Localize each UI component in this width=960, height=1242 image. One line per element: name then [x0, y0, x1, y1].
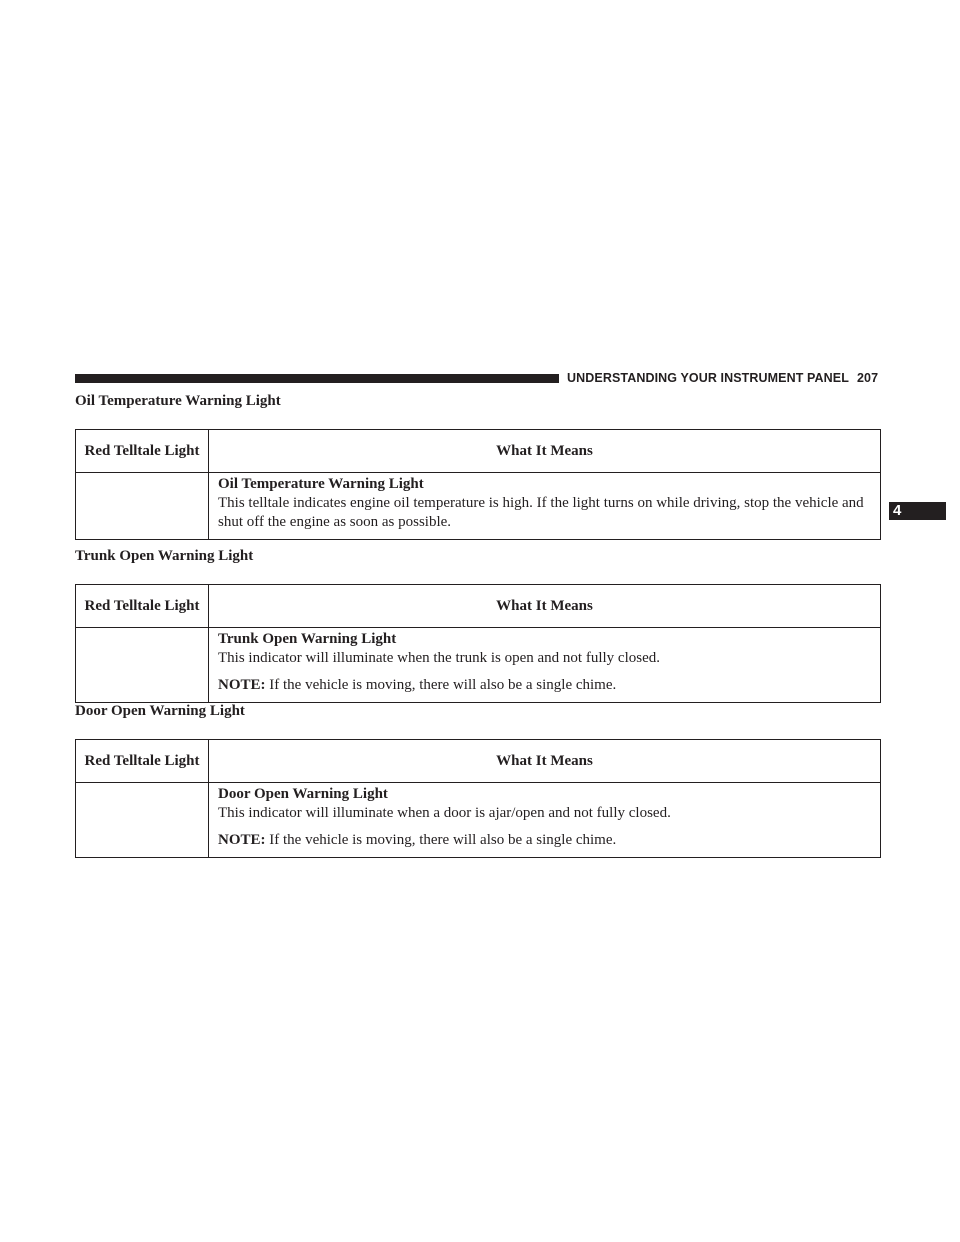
note-text: If the vehicle is moving, there will also be a single chime.: [269, 832, 617, 848]
section-heading-trunk-open: Trunk Open Warning Light: [75, 548, 254, 564]
telltale-icon-cell: [76, 783, 209, 858]
column-header-telltale: Red Telltale Light: [76, 430, 209, 473]
telltale-table-trunk-open: [75, 584, 881, 703]
section-heading-oil-temperature: Oil Temperature Warning Light: [75, 393, 281, 409]
telltale-table-door-open: [75, 739, 881, 858]
note: [218, 831, 872, 850]
table-header-row: [76, 430, 881, 473]
column-header-meaning: What It Means: [209, 430, 881, 473]
entry-body: This indicator will illuminate when a door is ajar/open and not fully closed.: [218, 805, 671, 821]
column-header-telltale: Red Telltale Light: [76, 740, 209, 783]
table-row: [76, 628, 881, 703]
column-header-meaning: What It Means: [209, 585, 881, 628]
entry-title: Trunk Open Warning Light: [218, 631, 397, 647]
table-row: [76, 473, 881, 540]
telltale-icon-cell: [76, 628, 209, 703]
header-title: UNDERSTANDING YOUR INSTRUMENT PANEL: [567, 371, 849, 385]
entry-title: Oil Temperature Warning Light: [218, 476, 424, 492]
column-header-telltale: Red Telltale Light: [76, 585, 209, 628]
column-header-meaning: What It Means: [209, 740, 881, 783]
note-label: NOTE:: [218, 832, 266, 848]
note-text: If the vehicle is moving, there will also be a single chime.: [269, 677, 617, 693]
page-header: [567, 371, 878, 385]
table-header-row: [76, 740, 881, 783]
page-number: 207: [856, 371, 879, 385]
chapter-tab: 4: [889, 502, 946, 520]
telltale-table-oil-temperature: [75, 429, 881, 540]
table-header-row: [76, 585, 881, 628]
meaning-cell: [209, 473, 881, 540]
note-label: NOTE:: [218, 677, 266, 693]
meaning-cell: [209, 628, 881, 703]
meaning-cell: [209, 783, 881, 858]
table-row: [76, 783, 881, 858]
entry-body: This indicator will illuminate when the trunk is open and not fully closed.: [218, 650, 661, 666]
entry-title: Door Open Warning Light: [218, 786, 388, 802]
telltale-icon-cell: [76, 473, 209, 540]
section-heading-door-open: Door Open Warning Light: [75, 703, 245, 719]
entry-body: This telltale indicates engine oil temperature is high. If the light turns on while driving, stop the vehicle and shut off the engine as soon as possible.: [218, 495, 864, 530]
header-rule: [75, 374, 559, 383]
note: [218, 676, 872, 695]
